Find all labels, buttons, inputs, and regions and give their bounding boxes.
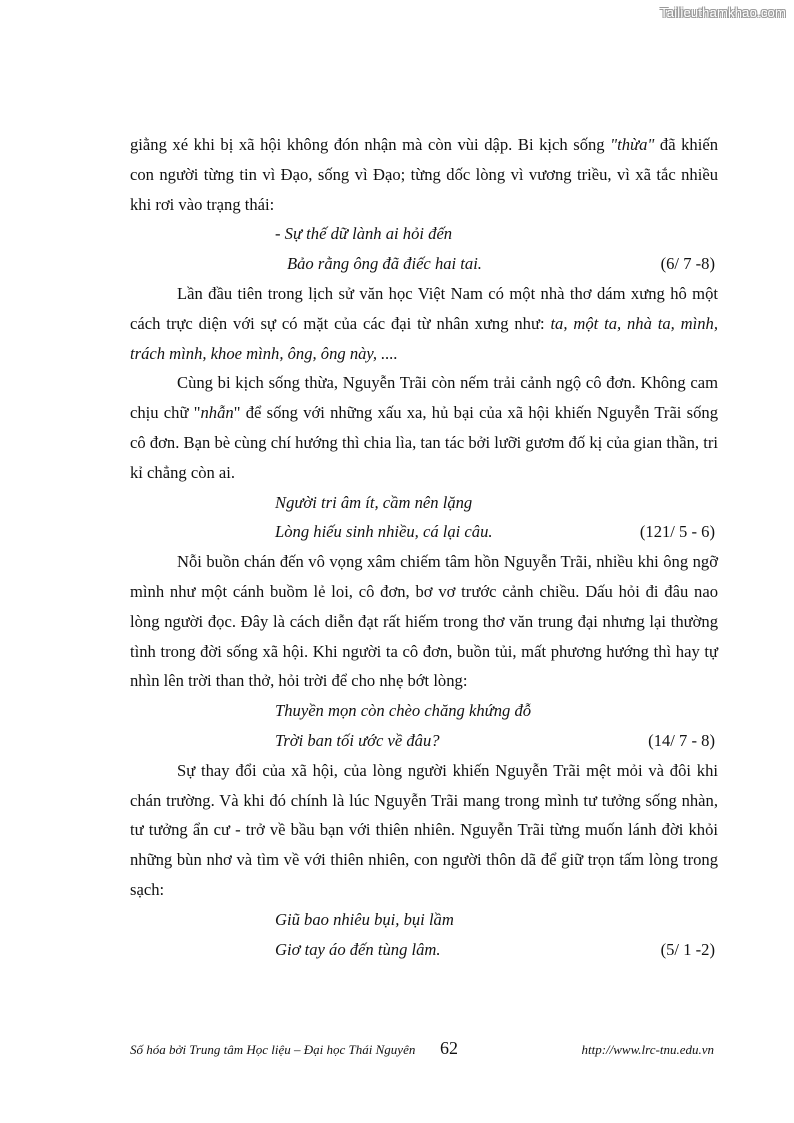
footer-source: Số hóa bởi Trung tâm Học liệu – Đại học Thái Nguyên bbox=[130, 1042, 416, 1057]
verse-line: Lòng hiếu sinh nhiều, cá lại câu. bbox=[275, 522, 493, 542]
paragraph-2 bbox=[130, 279, 718, 368]
page-body bbox=[130, 130, 718, 964]
verse-line: Trời ban tối ước về đâu? bbox=[275, 730, 440, 750]
verse-reference: (14/ 7 - 8) bbox=[648, 730, 715, 750]
paragraph-3-text-cont: " để sống với những xấu xa, hủ bại của xã hội khiến Nguyễn Trãi sống cô đơn. Bạn bè cùng chí hướng thì chia lìa, tan tác bởi lưỡi gươm đố kị của gian thần, tri kỉ chẳng còn ai. bbox=[130, 403, 719, 482]
footer-url[interactable]: http://www.lrc-tnu.edu.vn bbox=[581, 1042, 714, 1057]
verse-3-line-1 bbox=[130, 696, 718, 726]
paragraph-5: Sự thay đổi của xã hội, của lòng người khiến Nguyễn Trãi mệt mỏi và đôi khi chán trường. Và khi đó chính là lúc Nguyễn Trãi mang trong mình tư tưởng sống nhàn, tư tưởng ẩn cư - trở về bầu bạn với thiên nhiên. Nguyễn Trãi từng muốn lánh đời khỏi những bùn nhơ và tìm về với thiên nhiên, con người thôn dã để giữ trọn tấm lòng trong sạch: bbox=[130, 760, 718, 899]
verse-1-line-2 bbox=[130, 249, 718, 279]
verse-4-line-1 bbox=[130, 905, 718, 935]
verse-line: - Sự thế dữ lành ai hỏi đến bbox=[275, 224, 453, 244]
paragraph-3-emphasis: nhẫn bbox=[200, 403, 234, 423]
paragraph-4: Nỗi buồn chán đến vô vọng xâm chiếm tâm hồn Nguyễn Trãi, nhiều khi ông ngỡ mình như một cánh buồm lẻ loi, cô đơn, bơ vơ trước cảnh chiều. Dấu hỏi đi đâu nao lòng người đọc. Đây là cách diễn đạt rất hiếm trong thơ văn trung đại nhưng lại thường tình trong đời sống xã hội. Khi người ta cô đơn, buồn tủi, mất phương hướng thì hay tự nhìn lên trời than thở, hỏi trời để cho nhẹ bớt lòng: bbox=[130, 552, 718, 691]
verse-reference: (121/ 5 - 6) bbox=[639, 522, 715, 542]
paragraph-3 bbox=[130, 368, 718, 487]
verse-line: Bảo rằng ông đã điếc hai tai. bbox=[287, 254, 482, 274]
verse-line: Giũ bao nhiêu bụi, bụi lầm bbox=[275, 909, 454, 929]
verse-line: Người tri âm ít, cầm nên lặng bbox=[275, 492, 473, 512]
paragraph-1-text: giằng xé khi bị xã hội không đón nhận mà còn vùi dập. Bi kịch sống bbox=[130, 135, 611, 154]
verse-1-line-1 bbox=[130, 219, 718, 249]
verse-line: Thuyền mọn còn chèo chăng khứng đỗ bbox=[275, 701, 532, 721]
verse-line: Giơ tay áo đến tùng lâm. bbox=[275, 939, 441, 959]
verse-2-line-1 bbox=[130, 488, 718, 518]
paragraph-1-emphasis: "thừa" bbox=[610, 135, 655, 154]
page-footer bbox=[130, 1038, 718, 1064]
paragraph-2-emphasis: ta, một ta, nhà ta, mình, trách mình, khoe mình, ông, ông này, .... bbox=[130, 313, 718, 363]
watermark-logo: Tailieuthamkhao.com bbox=[660, 5, 786, 20]
paragraph-1 bbox=[130, 130, 718, 219]
verse-4-line-2 bbox=[130, 935, 718, 965]
page-number: 62 bbox=[440, 1038, 458, 1058]
paragraph-2-text: Lần đầu tiên trong lịch sử văn học Việt Nam có một nhà thơ dám xưng hô một cách trực diện với sự có mặt của các đại từ nhân xưng như: bbox=[130, 283, 718, 333]
verse-reference: (5/ 1 -2) bbox=[660, 939, 715, 959]
verse-reference: (6/ 7 -8) bbox=[660, 254, 715, 274]
verse-2-line-2 bbox=[130, 517, 718, 547]
verse-3-line-2 bbox=[130, 726, 718, 756]
paragraph-1-text-cont: đã khiến con người từng tin vì Đạo, sống vì Đạo; từng dốc lòng vì vương triều, vì xã tắc nhiều khi rơi vào trạng thái: bbox=[130, 135, 718, 214]
paragraph-3-text: Cùng bi kịch sống thừa, Nguyễn Trãi còn nếm trải cảnh ngộ cô đơn. Không cam chịu chữ " bbox=[130, 373, 718, 423]
